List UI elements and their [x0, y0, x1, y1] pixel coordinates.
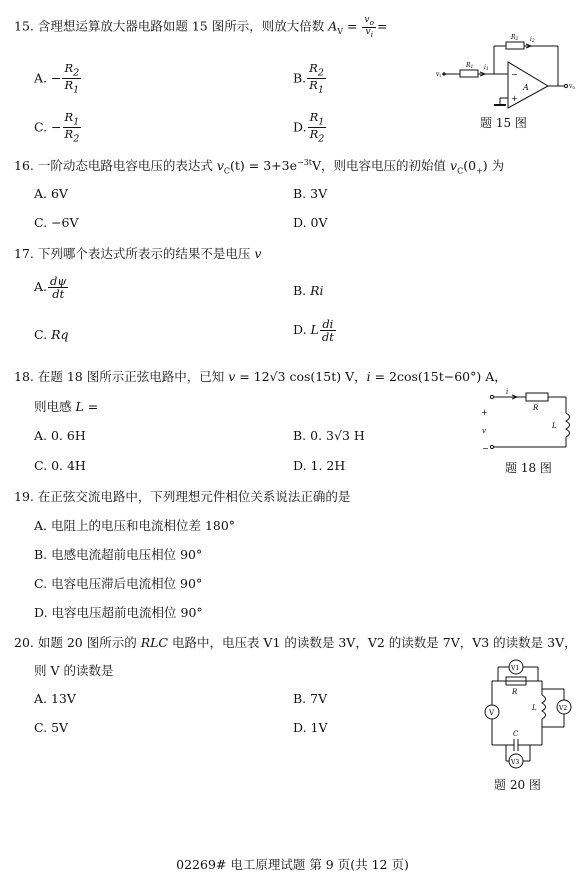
q18-option-c[interactable]: C. 0. 4H — [34, 458, 86, 473]
q18-stem: 18. 在题 18 图所示正弦电路中，已知 v = 12√3 cos(15t) V，i = 2cos(15t−60°) A， — [14, 369, 507, 384]
q15-option-b[interactable]: B. $\frac{R_2}{R_1}$ — [293, 61, 324, 96]
svg-text:R: R — [512, 688, 518, 696]
q18-option-b[interactable]: B. 0. 3√3 H — [293, 428, 365, 443]
svg-text:C: C — [513, 730, 519, 738]
q19-option-b[interactable]: B. 电感电流超前电压相位 90° — [34, 547, 203, 562]
q20-circuit-figure — [476, 657, 582, 775]
q17-option-d[interactable]: D. L $\frac{di}{dt}$ — [293, 317, 334, 345]
svg-text:A: A — [523, 83, 529, 92]
q16-option-a[interactable]: A. 6V — [34, 186, 68, 201]
q20-stem: 20. 如题 20 图所示的 RLC 电路中，电压表 V1 的读数是 3V，V2 的读数是 7V，V3 的读数是 3V， — [14, 635, 577, 650]
q19-option-c[interactable]: C. 电容电压滞后电流相位 90° — [34, 576, 203, 591]
q18-option-a[interactable]: A. 0. 6H — [34, 428, 86, 443]
q20-l-inductor — [542, 695, 546, 719]
q19-stem: 19. 在正弦交流电路中，下列理想元件相位关系说法正确的是 — [14, 489, 351, 504]
svg-text:V2: V2 — [559, 705, 568, 712]
q15-r1-resistor — [460, 70, 478, 77]
svg-text:v: v — [482, 427, 486, 435]
svg-text:R2: R2 — [511, 34, 519, 42]
q20-option-a[interactable]: A. 13V — [34, 691, 76, 706]
svg-text:−: − — [482, 444, 489, 453]
q15-option-c[interactable]: C. − $\frac{R_1}{R_2}$ — [34, 110, 80, 145]
q15-ratio: $\frac{v_o}{v_i}$ — [364, 15, 375, 39]
q17-option-c[interactable]: C. Rq — [34, 327, 69, 342]
svg-text:V1: V1 — [511, 665, 520, 672]
page-footer: 02269# 电工原理试题 第 9 页(共 12 页) — [176, 857, 409, 872]
q18-stem-line2: 则电感 L = — [34, 399, 99, 414]
q15-opamp-figure — [430, 28, 580, 118]
q18-circuit-figure — [474, 385, 580, 457]
q16-stem: 16. 一阶动态电路电容电压的表达式 $v_C(t) = 3+3e^{-3t}V$，则电容电压的初始值 $v_C(0_+)$ 为 — [14, 157, 505, 176]
q16-option-d[interactable]: D. 0V — [293, 215, 328, 230]
svg-text:+: + — [511, 94, 518, 103]
q20-option-b[interactable]: B. 7V — [293, 691, 328, 706]
q17-option-a[interactable]: A. $\frac{d\psi}{dt}$ — [34, 274, 67, 302]
q18-r-resistor — [526, 393, 548, 401]
q18-l-inductor — [566, 413, 570, 437]
q17-stem: 17. 下列哪个表达式所表示的结果不是电压 v — [14, 246, 262, 261]
q15-stem: 15. 含理想运算放大器电路如题 15 图所示，则放大倍数 $A_V$ = $\frac{v_o}{v_i}$ = — [14, 15, 388, 39]
svg-text:V: V — [489, 709, 495, 717]
q17-option-b[interactable]: B. Ri — [293, 283, 324, 298]
svg-text:+: + — [481, 408, 488, 417]
svg-text:V3: V3 — [511, 759, 520, 766]
q15-option-a[interactable]: A. − $\frac{R_2}{R_1}$ — [34, 61, 80, 96]
q20-option-d[interactable]: D. 1V — [293, 720, 328, 735]
q20-stem-line2: 则 V 的读数是 — [34, 663, 114, 678]
q18-option-d[interactable]: D. 1. 2H — [293, 458, 346, 473]
svg-text:i1: i1 — [484, 64, 489, 72]
svg-text:i2: i2 — [530, 36, 535, 44]
svg-text:L: L — [552, 422, 557, 430]
q16-option-b[interactable]: B. 3V — [293, 186, 328, 201]
svg-text:−: − — [511, 70, 518, 79]
q20-figure-caption: 题 20 图 — [494, 778, 541, 792]
q19-option-d[interactable]: D. 电容电压超前电流相位 90° — [34, 605, 203, 620]
svg-text:L: L — [532, 704, 537, 712]
svg-text:R1: R1 — [466, 62, 474, 70]
svg-text:i: i — [506, 388, 509, 396]
q15-option-d[interactable]: D. $\frac{R_1}{R_2}$ — [293, 110, 325, 145]
svg-text:R: R — [533, 404, 539, 412]
q18-figure-caption: 题 18 图 — [505, 461, 552, 475]
svg-text:vi: vi — [436, 71, 441, 79]
q16-option-c[interactable]: C. −6V — [34, 215, 79, 230]
q19-option-a[interactable]: A. 电阻上的电压和电流相位差 180° — [34, 518, 236, 533]
q15-r2-resistor — [506, 42, 524, 49]
svg-text:vo: vo — [569, 83, 576, 91]
q15-figure-caption: 题 15 图 — [480, 116, 527, 130]
q20-option-c[interactable]: C. 5V — [34, 720, 69, 735]
